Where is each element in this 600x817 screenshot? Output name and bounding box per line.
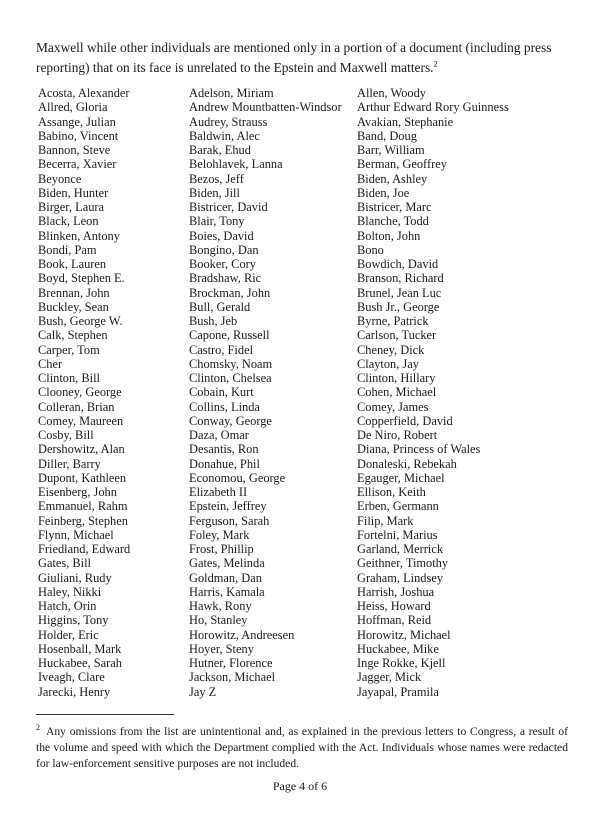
name-entry: Heiss, Howard — [357, 599, 431, 613]
name-entry: Biden, Joe — [357, 185, 410, 200]
name-entry: Horowitz, Andreesen — [189, 627, 295, 642]
name-entry: Economou, George — [189, 470, 286, 485]
name-entry: Allen, Woody — [357, 86, 426, 100]
name-entry: Graham, Lindsey — [357, 570, 444, 585]
name-entry: Copperfield, David — [357, 413, 453, 428]
name-entry: Higgins, Tony — [38, 613, 109, 628]
name-entry: Black, Leon — [38, 214, 99, 229]
name-entry: Harris, Kamala — [189, 584, 265, 599]
name-entry: De Niro, Robert — [357, 428, 438, 442]
name-entry: Egauger, Michael — [357, 470, 445, 485]
name-entry: Bannon, Steve — [38, 143, 111, 157]
names-column-1 — [38, 86, 130, 699]
footnote-divider — [36, 714, 174, 715]
name-entry: Diller, Barry — [38, 456, 101, 471]
name-entry: Bush, George W. — [38, 314, 123, 328]
name-entry: Bezos, Jeff — [189, 171, 244, 186]
name-entry: Boies, David — [189, 228, 254, 243]
name-entry: Filip, Mark — [357, 513, 414, 528]
name-entry: Cosby, Bill — [38, 428, 94, 442]
name-entry: Inge Rokke, Kjell — [357, 656, 446, 670]
name-entry: Biden, Jill — [189, 185, 240, 200]
name-entry: Cobain, Kurt — [189, 385, 254, 400]
name-entry: Bondi, Pam — [38, 242, 97, 257]
name-entry: Giuliani, Rudy — [38, 570, 112, 585]
name-entry: Gates, Melinda — [189, 556, 265, 571]
intro-paragraph — [36, 38, 568, 78]
name-entry: Barak, Ehud — [189, 143, 251, 157]
name-entry: Hutner, Florence — [189, 656, 273, 670]
name-entry: Hoyer, Steny — [189, 641, 254, 656]
name-entry: Donahue, Phil — [189, 456, 260, 471]
name-entry: Byrne, Patrick — [357, 314, 429, 328]
name-entry: Feinberg, Stephen — [38, 513, 128, 528]
name-entry: Baldwin, Alec — [189, 128, 260, 143]
name-entry: Barr, William — [357, 143, 425, 157]
name-entry: Andrew Mountbatten-Windsor — [189, 100, 342, 115]
name-entry: Brennan, John — [38, 285, 110, 300]
name-entry: Acosta, Alexander — [38, 86, 130, 100]
name-entry: Hoffman, Reid — [357, 613, 432, 628]
name-entry: Brockman, John — [189, 285, 271, 300]
name-entry: Carlson, Tucker — [357, 328, 437, 343]
name-entry: Garland, Merrick — [357, 542, 444, 556]
name-entry: Boyd, Stephen E. — [38, 271, 125, 286]
name-entry: Arthur Edward Rory Guinness — [357, 100, 509, 115]
name-entry: Bono — [357, 242, 384, 257]
name-entry: Jagger, Mick — [357, 670, 422, 685]
name-entry: Holder, Eric — [38, 627, 99, 642]
intro-text: Maxwell while other individuals are mentioned only in a portion of a document (including press reporting) that on its face is unrelated to the Epstein and Maxwell matters. — [36, 40, 552, 75]
name-entry: Booker, Cory — [189, 257, 256, 271]
name-entry: Hatch, Orin — [38, 599, 97, 613]
name-entry: Comey, James — [357, 399, 429, 414]
name-entry: Flynn, Michael — [38, 527, 114, 542]
name-entry: Harrish, Joshua — [357, 584, 435, 599]
name-entry: Blair, Tony — [189, 214, 245, 229]
page-number: Page 4 of 6 — [272, 779, 328, 793]
name-entry: Assange, Julian — [38, 114, 116, 129]
name-entry: Horowitz, Michael — [357, 627, 451, 642]
name-entry: Becerra, Xavier — [38, 157, 117, 172]
name-entry: Band, Doug — [357, 128, 417, 143]
name-entry: Avakian, Stephanie — [357, 114, 454, 129]
name-entry: Frost, Phillip — [189, 542, 254, 556]
name-entry: Clinton, Chelsea — [189, 371, 272, 385]
name-entry: Huckabee, Mike — [357, 641, 439, 656]
name-entry: Cheney, Dick — [357, 342, 425, 357]
name-entry: Bongino, Dan — [189, 242, 259, 257]
name-entry: Erben, Germann — [357, 499, 439, 514]
name-entry: Castro, Fidel — [189, 342, 254, 357]
name-entry: Emmanuel, Rahm — [38, 499, 128, 514]
name-entry: Clinton, Hillary — [357, 371, 436, 385]
name-entry: Ho, Stanley — [189, 613, 248, 628]
name-entry: Friedland, Edward — [38, 542, 131, 556]
name-entry: Iveagh, Clare — [38, 670, 105, 685]
name-entry: Biden, Ashley — [357, 171, 428, 186]
name-entry: Ellison, Keith — [357, 485, 426, 499]
name-entry: Allred, Gloria — [38, 100, 108, 115]
name-entry: Branson, Richard — [357, 271, 444, 286]
name-entry: Book, Lauren — [38, 257, 107, 271]
name-entry: Beyonce — [38, 171, 82, 186]
name-entry: Blinken, Antony — [38, 228, 120, 243]
name-entry: Epstein, Jeffrey — [189, 499, 267, 514]
name-entry: Clayton, Jay — [357, 356, 419, 371]
name-entry: Audrey, Strauss — [189, 114, 268, 129]
name-entry: Dershowitz, Alan — [38, 442, 125, 457]
name-entry: Clooney, George — [38, 385, 122, 400]
name-entry: Ferguson, Sarah — [189, 513, 270, 528]
name-entry: Conway, George — [189, 413, 272, 428]
name-entry: Bowdich, David — [357, 257, 439, 271]
name-entry: Daza, Omar — [189, 428, 249, 442]
name-entry: Jay Z — [189, 684, 217, 699]
name-entry: Bistricer, Marc — [357, 200, 432, 214]
name-entry: Carper, Tom — [38, 342, 100, 357]
name-entry: Biden, Hunter — [38, 185, 109, 200]
name-entry: Huckabee, Sarah — [38, 656, 122, 670]
name-entry: Adelson, Miriam — [189, 86, 274, 100]
name-entry: Bull, Gerald — [189, 299, 251, 314]
name-entry: Belohlavek, Lanna — [189, 157, 283, 172]
name-entry: Goldman, Dan — [189, 570, 262, 585]
name-entry: Foley, Mark — [189, 527, 250, 542]
name-entry: Donaleski, Rebekah — [357, 456, 457, 471]
name-entry: Bistricer, David — [189, 200, 268, 214]
footnote-reference: 2 — [433, 58, 438, 69]
name-entry: Calk, Stephen — [38, 328, 108, 343]
name-entry: Diana, Princess of Wales — [357, 442, 481, 457]
name-entry: Bush Jr., George — [357, 299, 440, 314]
name-entry: Bush, Jeb — [189, 314, 238, 328]
footnote-marker: 2 — [36, 723, 40, 733]
name-entry: Chomsky, Noam — [189, 356, 273, 371]
name-entry: Jayapal, Pramila — [357, 684, 439, 699]
name-entry: Birger, Laura — [38, 200, 105, 214]
name-entry: Capone, Russell — [189, 328, 270, 343]
name-entry: Elizabeth II — [189, 485, 248, 499]
name-entry: Eisenberg, John — [38, 485, 117, 499]
name-entry: Bradshaw, Ric — [189, 271, 262, 286]
name-entry: Cher — [38, 356, 63, 371]
name-entry: Cohen, Michael — [357, 385, 437, 400]
name-entry: Collins, Linda — [189, 399, 260, 414]
name-entry: Jarecki, Henry — [38, 684, 111, 699]
name-entry: Clinton, Bill — [38, 371, 100, 385]
name-entry: Berman, Geoffrey — [357, 157, 447, 172]
name-entry: Desantis, Ron — [189, 442, 259, 457]
footnote — [36, 724, 568, 772]
names-column-3 — [357, 86, 509, 699]
name-entry: Hosenball, Mark — [38, 641, 122, 656]
name-entry: Babino, Vincent — [38, 128, 119, 143]
name-entry: Fortelni, Marius — [357, 527, 438, 542]
name-entry: Haley, Nikki — [38, 584, 102, 599]
name-entry: Hawk, Rony — [189, 599, 252, 613]
name-entry: Geithner, Timothy — [357, 556, 449, 571]
name-entry: Jackson, Michael — [189, 670, 276, 685]
name-entry: Comey, Maureen — [38, 413, 124, 428]
names-column-2 — [189, 86, 342, 699]
name-entry: Bolton, John — [357, 228, 421, 243]
name-entry: Brunel, Jean Luc — [357, 285, 442, 300]
name-entry: Gates, Bill — [38, 556, 91, 571]
name-entry: Dupont, Kathleen — [38, 470, 127, 485]
footnote-text: Any omissions from the list are unintentional and, as explained in the previous letters to Congress, a result of the volume and speed with which the Department complied with the Act. Individuals whose names were redacted for law-enforcement sensitive purposes are not included. — [36, 725, 568, 770]
name-entry: Buckley, Sean — [38, 299, 109, 314]
name-entry: Blanche, Todd — [357, 214, 429, 229]
name-entry: Colleran, Brian — [38, 399, 115, 414]
